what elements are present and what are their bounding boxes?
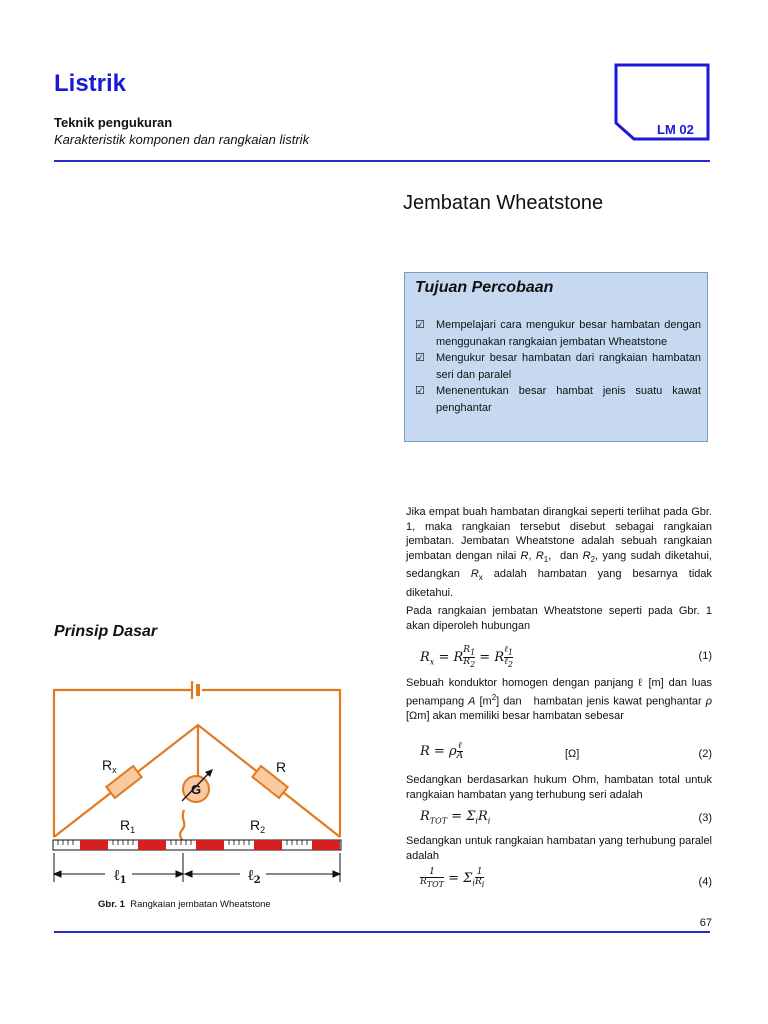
equation-2-number: (2) <box>698 748 712 760</box>
label-l2: ℓ$_2$ <box>248 866 261 886</box>
page-number: 67 <box>699 917 712 929</box>
checkbox-checked-icon: ☑ <box>415 352 425 364</box>
equation-3: $R_{TOT} = \Sigma_iR_i$ <box>420 809 491 826</box>
equation-1-number: (1) <box>698 650 712 662</box>
module-code: LM 02 <box>657 122 694 137</box>
meter-ruler <box>53 840 341 850</box>
page-title: Listrik <box>54 70 127 97</box>
label-rx: $R_x$ <box>102 757 117 775</box>
figure-caption: Gbr. 1 Rangkaian jembatan Wheatstone <box>98 899 271 910</box>
equation-3-number: (3) <box>698 812 712 824</box>
subtitle-bold: Teknik pengukuran <box>54 115 173 130</box>
paragraph-intro: Jika empat buah hambatan dirangkai seperti terlihat pada Gbr. 1, maka rangkaian tersebut disebut sebagai rangkaian jembatan. Jembatan Wheatstone adalah sebuah rangkaian jembatan dengan nilai R, $R_1$, dan $R_2$, yang sudah diketahui, sedangkan $R_x$ adalah hambatan yang besarnya tidak diketahui. <box>406 506 712 599</box>
header-divider <box>54 160 710 162</box>
paragraph-conductor: Sebuah konduktor homogen dengan panjang ℓ [m] dan luas penampang A $[m^2]$ dan hambatan jenis kawat penghantar ρ [Ωm] akan memiliki besar hambatan sebesar <box>406 677 712 722</box>
list-item: ☑ Mempelajari cara mengukur besar hambatan dengan menggunakan rangkaian jembatan Wheatstone <box>415 319 701 348</box>
objectives-box <box>404 272 708 442</box>
checkbox-checked-icon: ☑ <box>415 385 425 397</box>
list-item: ☑ Menenentukan besar hambat jenis suatu kawat penghantar <box>415 385 701 414</box>
list-item: ☑ Mengukur besar hambatan dari rangkaian hambatan seri dan paralel <box>415 352 701 381</box>
paragraph-relation: Pada rangkaian jembatan Wheatstone seperti pada Gbr. 1 akan diperoleh hubungan <box>406 605 712 632</box>
wheatstone-bridge-figure <box>50 675 350 890</box>
label-r1: $R_1$ <box>120 817 136 835</box>
objectives-heading: Tujuan Percobaan <box>415 279 554 296</box>
equation-4: $\frac{1}{R_{TOT}}$ = $\Sigma_i$ $\frac{1}{R_i}$ <box>420 867 485 889</box>
equation-2: R = ρ $\frac{\text{ℓ}}{A}$ <box>420 741 464 761</box>
label-r2: $R_2$ <box>250 817 266 835</box>
equation-1: $R_x = R$ $\frac{R_1}{R_2}$ = R $\frac{\ell_1}{\ell_2}$ <box>420 645 513 669</box>
subtitle-italic: Karakteristik komponen dan rangkaian listrik <box>54 132 310 147</box>
equation-2-unit: [Ω] <box>565 748 580 760</box>
document-title: Jembatan Wheatstone <box>403 192 604 214</box>
equation-4-number: (4) <box>698 876 712 888</box>
objectives-list <box>413 317 701 416</box>
label-r: R <box>276 759 287 775</box>
checkbox-checked-icon: ☑ <box>415 319 425 331</box>
label-l1: ℓ$_1$ <box>114 866 127 886</box>
footer-divider <box>54 931 710 933</box>
section-heading: Prinsip Dasar <box>54 623 158 640</box>
paragraph-parallel: Sedangkan untuk rangkaian hambatan yang terhubung paralel adalah <box>406 835 712 862</box>
paragraph-series: Sedangkan berdasarkan hukum Ohm, hambatan total untuk rangkaian hambatan yang terhubung seri adalah <box>406 774 712 801</box>
label-g: G <box>190 782 202 797</box>
